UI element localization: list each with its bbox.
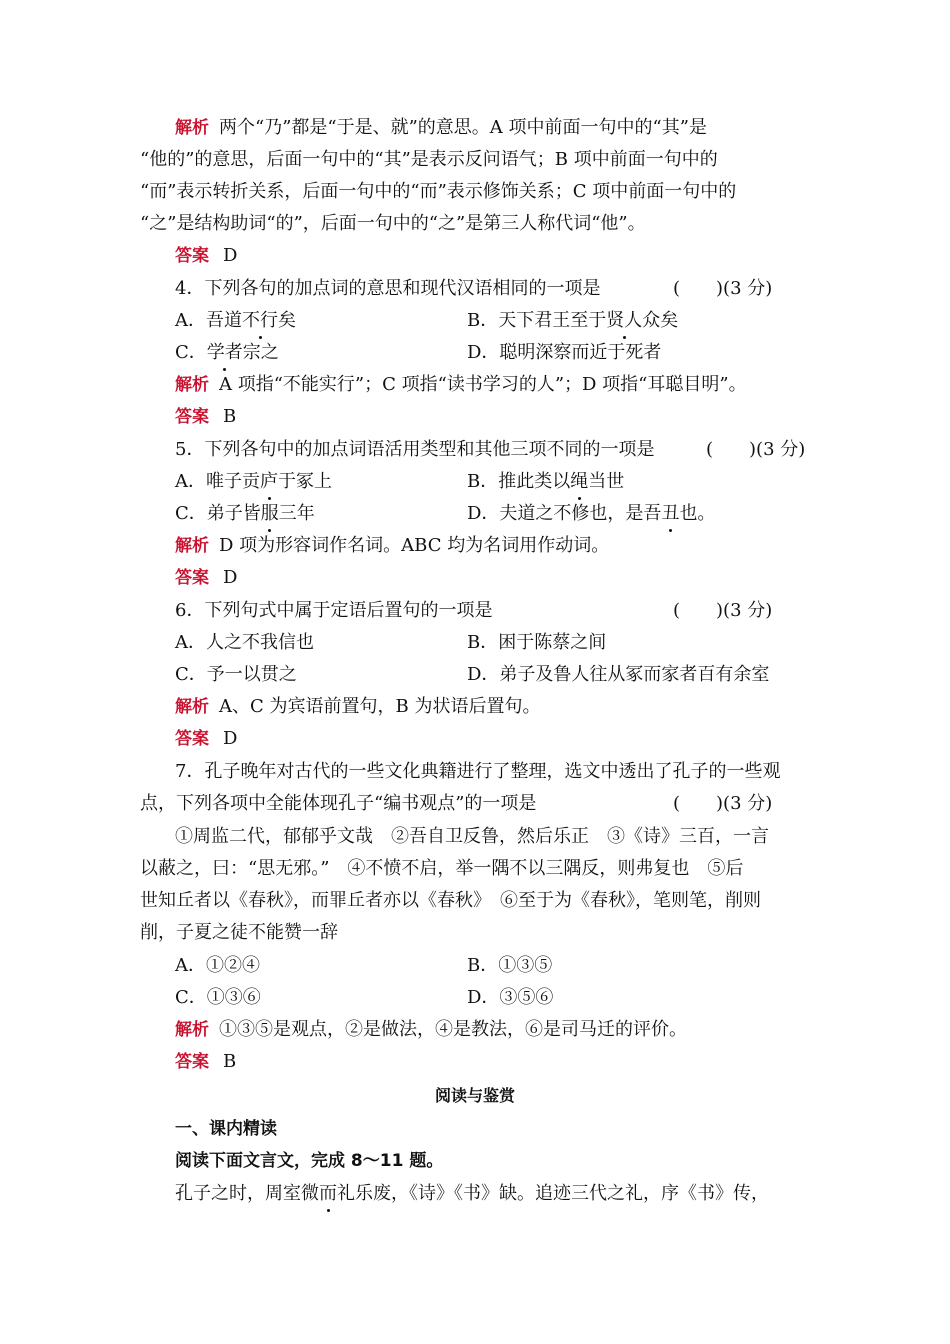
analysis-line [175,116,707,140]
question-6-option-a: A．人之不我信也 [175,632,314,653]
analysis-line: “之”是结构助词“的”，后面一句中的“之”是第三人称代词“他”。 [140,213,646,234]
analysis-line: “他的”的意思，后面一句中的“其”是表示反问语气；B 项中前面一句中的 [140,149,718,170]
analysis-text: A 项指“不能实行”；C 项指“读书学习的人”；D 项指“耳聪目明”。 [219,374,747,395]
question-5-option-b [467,470,624,494]
answer-value: D [223,728,238,749]
question-5-stem: 5．下列各句中的加点词语活用类型和其他三项不同的一项是 [175,439,655,460]
section-subtitle: 一、课内精读 [175,1119,277,1139]
option-text: 宗之 [242,342,279,363]
analysis-label: 解析 [175,118,209,138]
question-7-passage: 削，子夏之徒不能赞一辞 [140,922,338,943]
answer-value: D [223,245,238,266]
question-7-stem: 点，下列各项中全能体现孔子“编书观点”的一项是 [140,793,537,814]
question-4-option-c [175,341,279,365]
question-5-option-d [467,502,715,526]
question-7-option-d: D．③⑤⑥ [467,987,554,1008]
option-text: 当世 [588,471,625,492]
emphasized-word: 丑 [661,503,680,524]
option-text: 矣 [278,310,296,331]
option-text: 也。 [679,503,716,524]
question-5-score: ( )(3 分) [706,439,806,460]
analysis-line [175,695,540,719]
section-instruction: 阅读下面文言文，完成 8～11 题。 [175,1151,444,1171]
analysis-label: 解析 [175,1020,209,1040]
question-6-option-c: C．予一以贯之 [175,664,297,685]
emphasized-word: 庐 [260,471,278,492]
analysis-label: 解析 [175,375,209,395]
answer-label: 答案 [175,568,209,588]
question-7-option-c: C．①③⑥ [175,987,261,1008]
question-6-option-b: B．困于陈蔡之间 [467,632,607,653]
option-text: 众矣 [642,310,679,331]
answer-line [175,405,236,429]
option-text: C．弟子皆 [175,503,261,524]
option-text: 三年 [278,503,315,524]
question-6-option-d: D．弟子及鲁人往从冢而家者百有余室 [467,664,770,685]
question-7-option-a: A．①②④ [175,955,260,976]
option-text: D．夫道之不修也，是吾 [467,503,662,524]
question-4-option-d: D．聪明深察而近于死者 [467,342,662,363]
question-7-score: ( )(3 分) [673,793,773,814]
emphasized-word: 而 [319,1183,337,1204]
option-text: C． [175,342,207,363]
analysis-text: 两个“乃”都是“于是、就”的意思。A 项中前面一句中的“其”是 [219,117,707,138]
option-text: A．吾道 [175,310,242,331]
option-text: 于冢上 [278,471,332,492]
analysis-line: “而”表示转折关系，后面一句中的“而”表示修饰关系；C 项中前面一句中的 [140,181,737,202]
question-4-score: ( )(3 分) [673,278,773,299]
emphasized-word: 不行 [242,310,278,331]
question-7-passage: 以蔽之，曰：“思无邪。” ④不愤不启，举一隅不以三隅反，则弗复也 ⑤后 [140,858,744,879]
analysis-label: 解析 [175,697,209,717]
option-text: B．推此类以 [467,471,571,492]
answer-line [175,727,237,751]
analysis-line [175,1018,687,1042]
reading-text: 孔子之时，周室微 [175,1183,319,1204]
option-text: B．天下君王至于 [467,310,607,331]
question-6-stem: 6．下列句式中属于定语后置句的一项是 [175,600,493,621]
analysis-text: D 项为形容词作名词。ABC 均为名词用作动词。 [219,535,610,556]
question-4-option-a [175,309,296,333]
answer-value: B [223,406,237,427]
question-4-option-b [467,309,678,333]
question-7-passage: ①周监二代，郁郁乎文哉 ②吾自卫反鲁，然后乐正 ③《诗》三百，一言 [175,826,769,847]
emphasized-word: 贤人 [606,310,643,331]
reading-text-line [175,1182,769,1206]
analysis-label: 解析 [175,536,209,556]
answer-line [175,566,237,590]
answer-line [175,1050,236,1074]
question-4-stem: 4．下列各句的加点词的意思和现代汉语相同的一项是 [175,278,601,299]
question-5-option-a [175,470,332,494]
answer-label: 答案 [175,729,209,749]
question-6-score: ( )(3 分) [673,600,773,621]
answer-label: 答案 [175,407,209,427]
question-7-stem: 7．孔子晚年对古代的一些文化典籍进行了整理，选文中透出了孔子的一些观 [175,761,781,782]
answer-value: D [223,567,238,588]
emphasized-word: 学者 [206,342,243,363]
option-text: A．唯子贡 [175,471,260,492]
emphasized-word: 服 [260,503,279,524]
section-title: 阅读与鉴赏 [434,1086,515,1105]
question-5-option-c [175,502,315,526]
answer-label: 答案 [175,1052,209,1072]
analysis-line [175,373,747,397]
analysis-text: A、C 为宾语前置句，B 为状语后置句。 [219,696,541,717]
answer-line [175,244,237,268]
answer-label: 答案 [175,246,209,266]
answer-value: B [223,1051,237,1072]
reading-text: 礼乐废，《诗》《书》缺。追迹三代之礼，序《书》传， [337,1183,769,1204]
analysis-text: ①③⑤是观点，②是做法，④是教法，⑥是司马迁的评价。 [219,1019,687,1040]
question-7-passage: 世知丘者以《春秋》，而罪丘者亦以《春秋》 ⑥至于为《春秋》，笔则笔，削则 [140,890,761,911]
analysis-line [175,534,609,558]
question-7-option-b: B．①③⑤ [467,955,553,976]
emphasized-word: 绳 [570,471,589,492]
